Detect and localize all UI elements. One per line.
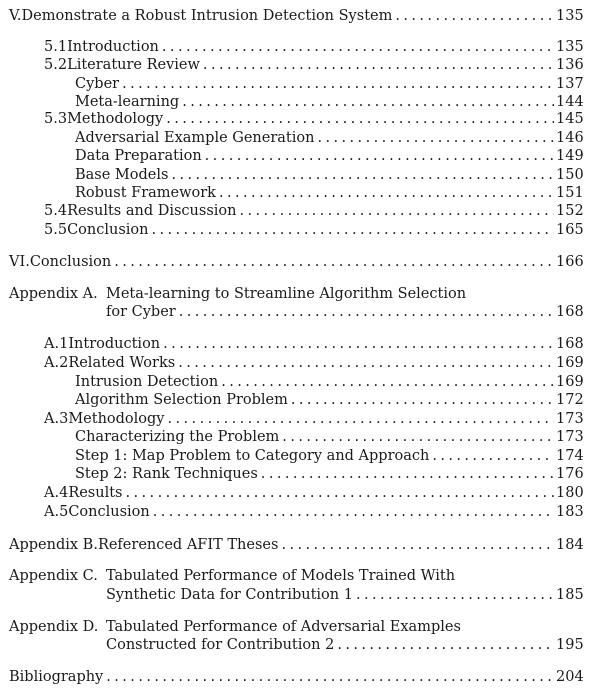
subsection-title: Meta-learning: [75, 94, 180, 110]
toc-appendix-b[interactable]: [9, 536, 582, 554]
chapter-number: V.: [9, 8, 22, 24]
appendix-a-title-line1[interactable]: Meta-learning to Streamline Algorithm Selection: [106, 286, 467, 302]
chapter-number: VI.: [9, 254, 30, 270]
toc-entry[interactable]: [44, 484, 582, 502]
dot-leader: [114, 253, 554, 271]
page-number: 145: [556, 111, 584, 127]
subsection-title: Robust Framework: [75, 185, 216, 201]
page-number: 165: [556, 222, 584, 238]
toc-entry[interactable]: [75, 93, 582, 111]
section-number: A.3: [44, 411, 69, 427]
appendix-a-title-line2: for Cyber: [106, 304, 176, 320]
dot-leader: [171, 166, 554, 184]
toc-chapter-5[interactable]: [9, 7, 582, 25]
page-number: 183: [556, 504, 584, 520]
dot-leader: [122, 75, 554, 93]
toc-entry[interactable]: [44, 221, 582, 239]
page-number: 172: [556, 392, 584, 408]
toc-entry[interactable]: [75, 428, 582, 446]
toc-entry[interactable]: [75, 75, 582, 93]
dot-leader: [178, 354, 554, 372]
toc-entry[interactable]: [75, 147, 582, 165]
chapter-title: Demonstrate a Robust Intrusion Detection System: [21, 8, 393, 24]
page-number: 136: [556, 57, 584, 73]
subsection-title: Algorithm Selection Problem: [75, 392, 288, 408]
page-number: 135: [556, 8, 584, 24]
section-title: Methodology: [67, 111, 164, 127]
page-number: 137: [556, 76, 584, 92]
section-number: A.4: [44, 485, 69, 501]
toc-chapter-6[interactable]: [9, 253, 582, 271]
toc-entry[interactable]: [75, 373, 582, 391]
appendix-c-title-line2: Synthetic Data for Contribution 1: [106, 587, 353, 603]
page-number: 144: [556, 94, 584, 110]
dot-leader: [282, 428, 554, 446]
dot-leader: [221, 373, 554, 391]
section-number: A.5: [44, 504, 69, 520]
section-number: 5.2: [44, 57, 68, 73]
page-number: 152: [556, 203, 584, 219]
page-number: 135: [556, 39, 584, 55]
toc-entry[interactable]: [44, 38, 582, 56]
dot-leader: [153, 503, 554, 521]
subsection-title: Intrusion Detection: [75, 374, 219, 390]
section-number: 5.5: [44, 222, 68, 238]
dot-leader: [205, 147, 554, 165]
page-number: 184: [556, 537, 584, 553]
section-title: Introduction: [67, 39, 159, 55]
toc-appendix-d[interactable]: [106, 636, 582, 654]
page-number: 169: [556, 374, 584, 390]
page-number: 204: [556, 669, 584, 685]
page-number: 150: [556, 167, 584, 183]
dot-leader: [162, 38, 554, 56]
appendix-d-label: Appendix D.: [9, 619, 99, 635]
subsection-title: Base Models: [75, 167, 169, 183]
dot-leader: [203, 56, 554, 74]
toc-entry[interactable]: [75, 129, 582, 147]
page-number: 173: [556, 411, 584, 427]
toc-entry[interactable]: [44, 410, 582, 428]
section-title: Conclusion: [67, 222, 149, 238]
dot-leader: [166, 110, 554, 128]
section-title: Results: [68, 485, 123, 501]
toc-entry[interactable]: [44, 503, 582, 521]
page-number: 195: [556, 637, 584, 653]
page-number: 174: [556, 448, 584, 464]
appendix-c-label: Appendix C.: [9, 568, 98, 584]
dot-leader: [182, 93, 554, 111]
section-title: Introduction: [68, 336, 161, 352]
dot-leader: [291, 391, 554, 409]
appendix-c-title-line1[interactable]: Tabulated Performance of Models Trained With: [106, 568, 456, 584]
section-number: 5.3: [44, 111, 68, 127]
dot-leader: [151, 221, 554, 239]
page-number: 173: [556, 429, 584, 445]
dot-leader: [106, 668, 554, 686]
appendix-b-title: Referenced AFIT Theses: [97, 537, 279, 553]
dot-leader: [432, 447, 554, 465]
toc-bibliography[interactable]: [9, 668, 582, 686]
appendix-a-label: Appendix A.: [9, 286, 98, 302]
toc-entry[interactable]: [44, 354, 582, 372]
subsection-title: Data Preparation: [75, 148, 202, 164]
page-number: 146: [556, 130, 584, 146]
subsection-title: Step 1: Map Problem to Category and Approach: [75, 448, 430, 464]
page-number: 180: [556, 485, 584, 501]
toc-entry[interactable]: [75, 447, 582, 465]
toc-entry[interactable]: [75, 184, 582, 202]
toc-entry[interactable]: [75, 391, 582, 409]
appendix-d-title-line2: Constructed for Contribution 2: [106, 637, 335, 653]
page-number: 168: [556, 336, 584, 352]
toc-entry[interactable]: [44, 335, 582, 353]
dot-leader: [261, 465, 554, 483]
page-number: 185: [556, 587, 584, 603]
dot-leader: [126, 484, 555, 502]
chapter-title: Conclusion: [29, 254, 112, 270]
dot-leader: [317, 129, 554, 147]
section-number: A.2: [44, 355, 69, 371]
dot-leader: [219, 184, 554, 202]
toc-entry[interactable]: [44, 202, 582, 220]
dot-leader: [179, 303, 554, 321]
toc-appendix-a[interactable]: [106, 303, 582, 321]
page-number: 149: [556, 148, 584, 164]
section-title: Methodology: [68, 411, 165, 427]
page-number: 168: [556, 304, 584, 320]
page-number: 151: [556, 185, 584, 201]
section-number: 5.4: [44, 203, 68, 219]
subsection-title: Cyber: [75, 76, 120, 92]
page-number: 176: [556, 466, 584, 482]
dot-leader: [395, 7, 554, 25]
toc-entry[interactable]: [44, 56, 582, 74]
dot-leader: [356, 586, 554, 604]
section-number: 5.1: [44, 39, 68, 55]
section-title: Related Works: [68, 355, 176, 371]
toc-entry[interactable]: [44, 110, 582, 128]
dot-leader: [239, 202, 554, 220]
section-title: Results and Discussion: [67, 203, 237, 219]
section-title: Literature Review: [67, 57, 200, 73]
dot-leader: [337, 636, 554, 654]
dot-leader: [168, 410, 555, 428]
page-number: 169: [556, 355, 584, 371]
toc-appendix-c[interactable]: [106, 586, 582, 604]
dot-leader: [281, 536, 554, 554]
subsection-title: Characterizing the Problem: [75, 429, 280, 445]
bibliography-title: Bibliography: [9, 669, 104, 685]
subsection-title: Adversarial Example Generation: [75, 130, 315, 146]
toc-entry[interactable]: [75, 465, 582, 483]
appendix-b-label: Appendix B.: [9, 537, 98, 553]
dot-leader: [163, 335, 554, 353]
section-title: Conclusion: [68, 504, 150, 520]
section-number: A.1: [44, 336, 69, 352]
subsection-title: Step 2: Rank Techniques: [75, 466, 258, 482]
page-number: 166: [556, 254, 584, 270]
appendix-d-title-line1[interactable]: Tabulated Performance of Adversarial Examples: [106, 619, 461, 635]
toc-entry[interactable]: [75, 166, 582, 184]
